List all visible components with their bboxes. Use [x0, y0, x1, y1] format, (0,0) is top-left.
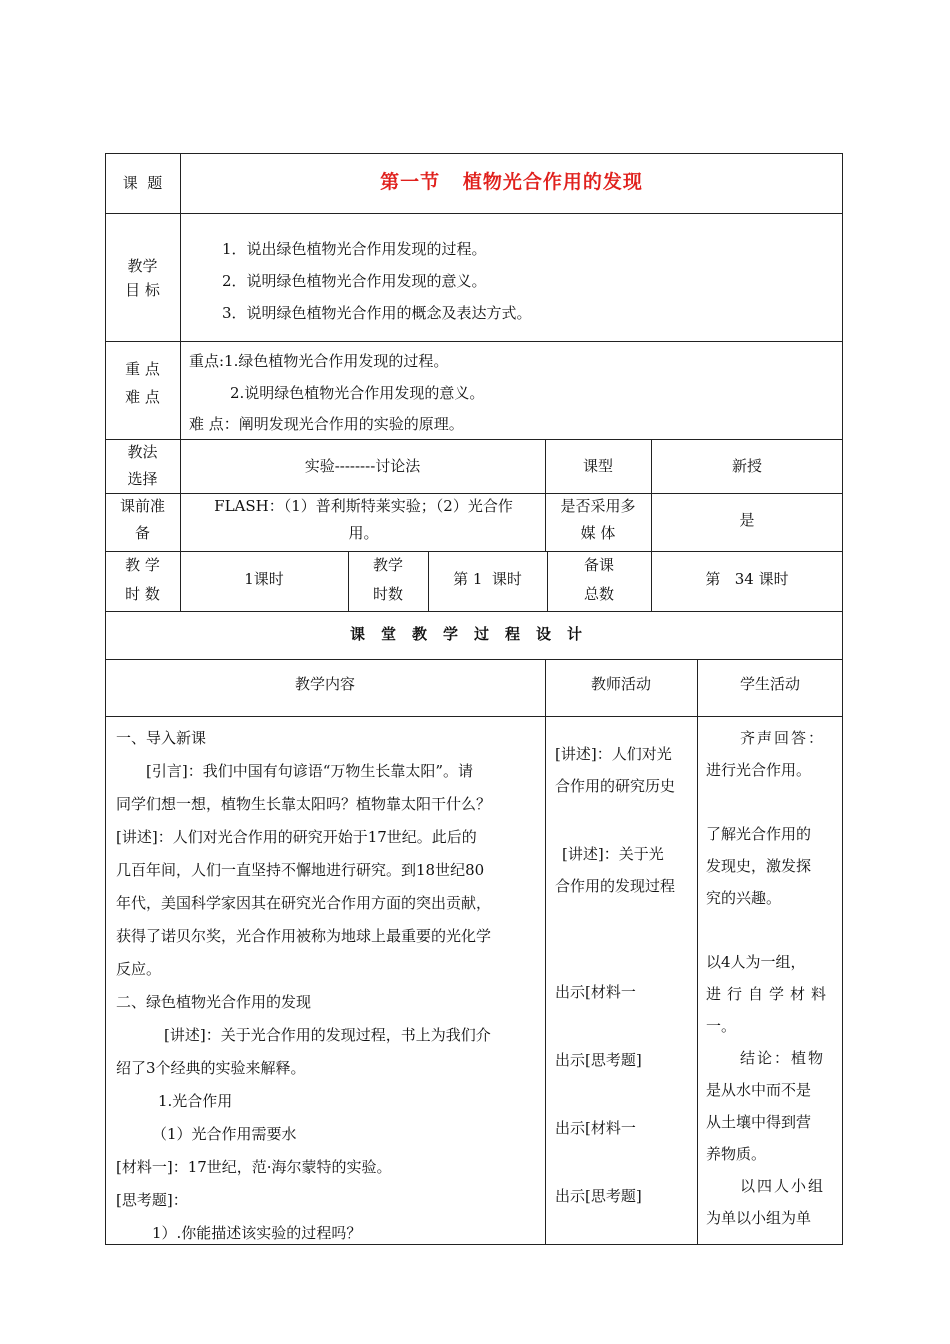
prep-label: 课前准 备: [119, 497, 165, 542]
student-line: 结论：植物: [740, 1049, 826, 1067]
total-label: 备课 总数: [583, 556, 614, 603]
topic-label: 课 题: [122, 174, 163, 192]
content-line: [讲述]：关于光合作用的发现过程，书上为我们介: [164, 1026, 491, 1044]
row-divider: [105, 341, 843, 342]
hours-value: 1课时: [244, 570, 284, 588]
col-divider: [697, 659, 698, 1245]
content-line: [材料一]：17世纪，范·海尔蒙特的实验。: [116, 1158, 392, 1176]
section-title: 课堂教学过程设计: [349, 625, 598, 643]
column-header-content: 教学内容: [294, 675, 355, 693]
content-line: 绍了3个经典的实验来解释。: [116, 1059, 306, 1077]
page-title: 第一节 植物光合作用的发现: [380, 171, 643, 193]
prep-value: FLASH：（1）普利斯特莱实验；（2）光合作 用。: [214, 497, 513, 542]
row-divider: [105, 611, 843, 612]
key-points-label: 重 点 难 点: [125, 360, 160, 406]
teacher-line: 出示[材料一: [555, 1119, 636, 1137]
student-line: 为单以小组为单: [706, 1209, 812, 1227]
student-line: 究的兴趣。: [706, 889, 782, 907]
lesson-type-label: 课型: [582, 457, 613, 475]
content-line: 几百年间，人们一直坚持不懈地进行研究。到18世纪80: [116, 861, 485, 879]
col-divider: [180, 153, 181, 611]
student-line: 发现史，激发探: [706, 857, 812, 875]
content-line: 年代，美国科学家因其在研究光合作用方面的突出贡献，: [116, 894, 492, 912]
student-line: 齐声回答：: [740, 729, 826, 747]
method-value: 实验--------讨论法: [304, 457, 421, 475]
teacher-line: 合作用的发现过程: [555, 877, 676, 895]
column-header-student: 学生活动: [739, 675, 800, 693]
student-line: 一。: [706, 1017, 737, 1035]
objective-item: 1．说出绿色植物光合作用发现的过程。: [222, 240, 487, 258]
hours-label: 教 学 时 数: [125, 556, 160, 603]
student-line: 是从水中而不是: [706, 1081, 812, 1099]
teacher-line: 出示[思考题]: [555, 1051, 642, 1069]
student-line: 进行光合作用。: [706, 761, 812, 779]
content-line: 同学们想一想，植物生长靠太阳吗？植物靠太阳干什么？: [116, 795, 492, 813]
key-point-item: 2.说明绿色植物光合作用发现的意义。: [230, 384, 485, 402]
student-line: 从土壤中得到营: [706, 1113, 812, 1131]
row-divider: [105, 659, 843, 660]
row-divider: [105, 716, 843, 717]
column-header-teacher: 教师活动: [590, 675, 651, 693]
teacher-line: 出示[思考题]: [555, 1187, 642, 1205]
student-line: 以4人为一组，: [706, 953, 806, 971]
teacher-line: 出示[材料一: [555, 983, 636, 1001]
content-line: 1）.你能描述该实验的过程吗？: [152, 1224, 362, 1242]
lesson-value: 第 1 课时: [453, 570, 522, 588]
lesson-type-value: 新授: [731, 457, 762, 475]
content-line: 获得了诺贝尔奖，光合作用被称为地球上最重要的光化学: [116, 927, 492, 945]
objective-item: 3．说明绿色植物光合作用的概念及表达方式。: [222, 304, 532, 322]
student-line: 养物质。: [706, 1145, 767, 1163]
content-line: 一、导入新课: [116, 729, 207, 747]
col-divider: [545, 659, 546, 1245]
lesson-label: 教学 时数: [372, 556, 403, 603]
content-line: [引言]：我们中国有句谚语“万物生长靠太阳”。请: [146, 762, 474, 780]
content-line: 反应。: [116, 960, 162, 978]
student-line: 了解光合作用的: [706, 825, 812, 843]
content-line: 1.光合作用: [158, 1092, 233, 1110]
row-divider: [105, 439, 843, 440]
row-divider: [105, 213, 843, 214]
media-label: 是否采用多 媒 体: [560, 497, 636, 542]
method-label: 教法 选择: [127, 443, 158, 488]
total-value: 第 34 课时: [705, 570, 789, 588]
row-divider: [105, 551, 843, 552]
student-line: 以四人小组: [740, 1177, 826, 1195]
key-point-item: 难 点：阐明发现光合作用的实验的原理。: [189, 415, 464, 433]
objectives-label: 教学 目 标: [125, 257, 160, 299]
media-value: 是: [739, 511, 755, 529]
teacher-line: [讲述]：人们对光: [555, 745, 672, 763]
content-line: 二、绿色植物光合作用的发现: [116, 993, 312, 1011]
content-line: （1）光合作用需要水: [152, 1125, 297, 1143]
student-line: 进行自学材料: [706, 985, 833, 1003]
content-line: [思考题]：: [116, 1191, 188, 1209]
content-line: [讲述]：人们对光合作用的研究开始于17世纪。此后的: [116, 828, 477, 846]
objective-item: 2．说明绿色植物光合作用发现的意义。: [222, 272, 487, 290]
teacher-line: [讲述]：关于光: [562, 845, 664, 863]
teacher-line: 合作用的研究历史: [555, 777, 676, 795]
key-point-item: 重点:1.绿色植物光合作用发现的过程。: [189, 352, 449, 370]
